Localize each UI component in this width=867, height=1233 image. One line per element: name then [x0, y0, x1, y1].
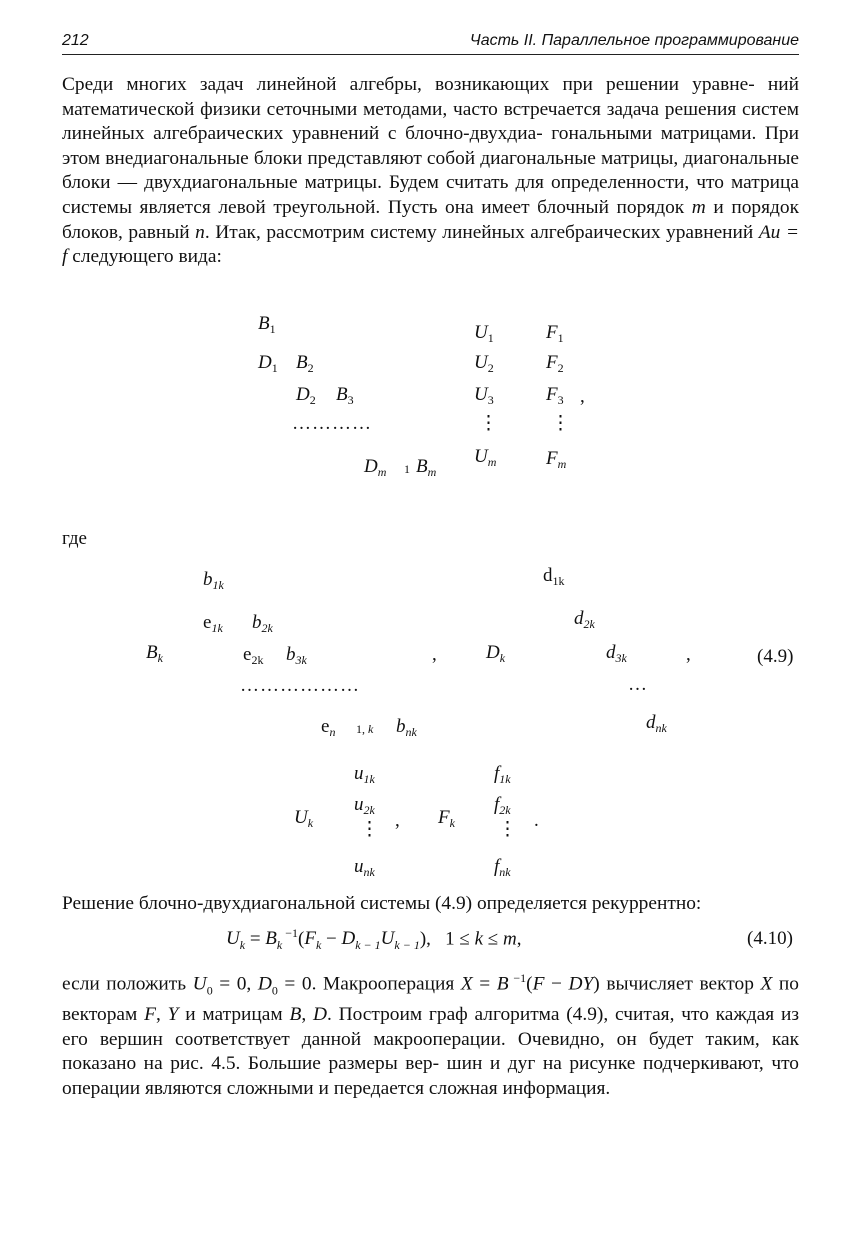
equation-number-4-10: (4.10): [747, 928, 793, 949]
page-number: 212: [62, 32, 89, 49]
paragraph-intro: Среди многих задач линейной алгебры, возникающих при решении уравне- ний математической физики сеточными методами, часто встречается задача решения систем линейных алгебраических уравнений с блочно-двухдиа- гональными матрицами. При этом внедиагональные блоки представляют собой диагональные матрицы, диагональные блоки — двухдиагональные матрицы. Будем считать для определенности, что матрица системы является левой треугольной. Пусть она имеет блочный порядок m и порядок блоков, равный n. Итак, рассмотрим систему линейных алгебраических уравнений Au = f следующего вида:: [62, 74, 799, 268]
where-label: где: [62, 528, 87, 549]
running-title: Часть II. Параллельное программирование: [469, 32, 799, 49]
paragraph-macrooperation: если положить $U_0 = 0$, $D_0 = 0$. Макрооперация X = B $^{-1}$(F − DY) вычисляет вектор X по векторам F, Y и матрицам B, D. Построим граф алгоритма (4.9), считая, что каждая из его вершин соответствует данной макрооперации. Очевидно, он будет таким, как показано на рис. 4.5. Большие размеры вер- шин и дуг на рисунке подчеркивают, что операции являются сложными и передается сложная информация.: [62, 971, 800, 1099]
equation-number-4-9: (4.9): [757, 646, 794, 667]
page-header: [62, 30, 799, 54]
paragraph-recurrence: Решение блочно-двухдиагональной системы (4.9) определяется рекуррентно:: [62, 893, 702, 914]
book-page: 212 Часть II. Параллельное программирование Среди многих задач линейной алгебры, возникающих при решении уравне- ний математической физики сеточными методами, часто встречается задача решения систем линейных алгебраических уравнений с блочно-двухдиа- гональными матрицами. При этом внедиагональные блоки представляют собой диагональные матрицы, диагональные блоки — двухдиагональные матрицы. Будем считать для определенности, что матрица системы является левой треугольной. Пусть она имеет блочный порядок m и порядок блоков, равный n. Итак, рассмотрим систему линейных алгебраических уравнений Au = f следующего вида: $B_1$ $D_1$ $B_2$ $D_2$ $B_3$ ………… $D_m$ 1 $B_m$ $U_1$ $U_2$ $U_3$ ⋮ $U_m$ $F_1$ $F_2$ $F_3$ , ⋮ $F_m$ где $B_k$ $b_{1k}$ $e_{1k}$ $b_{2k}$ $e_{2k}$ $b_{3k}$ ……………… $e_n$ 1, k $b_{nk}$ , $D_k$ $d_{1k}$ $d_{2k}$ $d_{3k}$ … $d_{nk}$ , (4.9) $U_k$ $u_{1k}$ $u_{2k}$ ⋮ $u_{nk}$ , $F_k$ $f_{1k}$ $f_{2k}$ ⋮ $f_{nk}$ . Решение блочно-двухдиагональной системы (4.9) определяется рекуррентно: $U_k = B_k$ $^{-1}(F_k - D_{k - 1}U_{k - 1})$, 1 ≤ k ≤ m, (4.10) если положить $U_0 = 0$, $D_0 = 0$. Макрооперация X = B $^{-1}$(F − DY) вычисляет вектор X по векторам F, Y и матрицам B, D. Построим граф алгоритма (4.9), считая, что каждая из его вершин соответствует данной макрооперации. Очевидно, он будет таким, как показано на рис. 4.5. Большие размеры вер- шин и дуг на рисунке подчеркивают, что операции являются сложными и передается сложная информация.: [0, 0, 867, 1233]
equation-4-10: $U_k = B_k$ $^{-1}(F_k - D_{k - 1}U_{k - 1})$, 1 ≤ k ≤ m,: [226, 926, 522, 953]
header-rule: [62, 54, 799, 55]
